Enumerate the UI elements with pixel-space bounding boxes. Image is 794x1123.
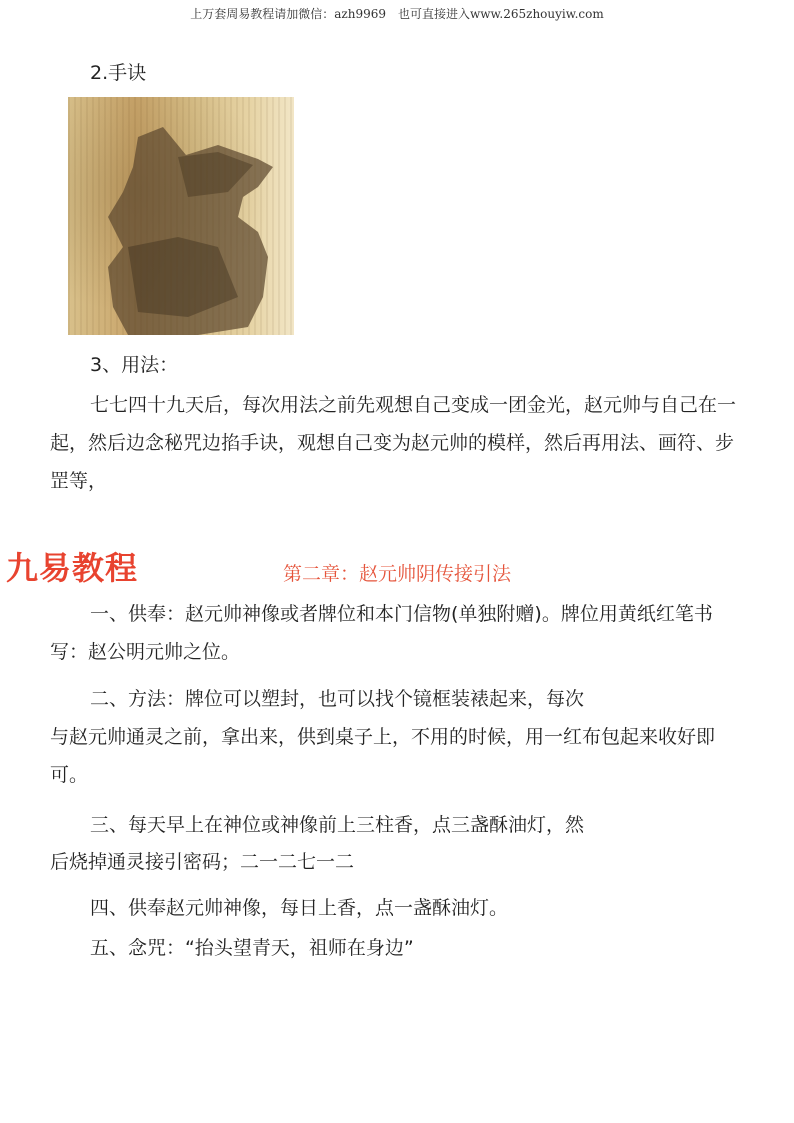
page-header: 上万套周易教程请加微信：azh9969 也可直接进入www.265zhouyiw.com: [190, 7, 604, 21]
hand-seal-photo: [68, 97, 294, 335]
item-offering: 一、供奉：赵元帅神像或者牌位和本门信物(单独附赠)。牌位用黄纸红笔书写：赵公明元帅之位。: [50, 603, 713, 663]
brand-logo-text: 九易教程: [6, 549, 139, 587]
item-method-line2: 与赵元帅通灵之前，拿出来，供到桌子上，不用的时候，用一红布包起来收好即可。: [50, 726, 716, 786]
item-incense-line1: 三、每天早上在神位或神像前上三柱香，点三盏酥油灯，然: [90, 814, 585, 836]
section-title-hand-seal: 2.手诀: [90, 62, 147, 84]
section-title-usage: 3、用法：: [90, 354, 179, 376]
item-incense-line2: 后烧掉通灵接引密码；二一二七一二: [50, 851, 355, 873]
item-chant: 五、念咒：“抬头望青天，祖师在身边”: [90, 937, 414, 959]
item-worship: 四、供奉赵元帅神像，每日上香，点一盏酥油灯。: [90, 897, 509, 919]
chapter-title: 第二章：赵元帅阴传接引法: [282, 563, 511, 585]
item-method-line1: 二、方法：牌位可以塑封，也可以找个镜框装裱起来，每次: [90, 688, 585, 710]
usage-paragraph: 七七四十九天后，每次用法之前先观想自己变成一团金光，赵元帅与自己在一起，然后边念秘咒边掐手诀，观想自己变为赵元帅的模样，然后再用法、画符、步罡等，: [50, 394, 737, 492]
hand-silhouette-icon: [68, 97, 294, 335]
